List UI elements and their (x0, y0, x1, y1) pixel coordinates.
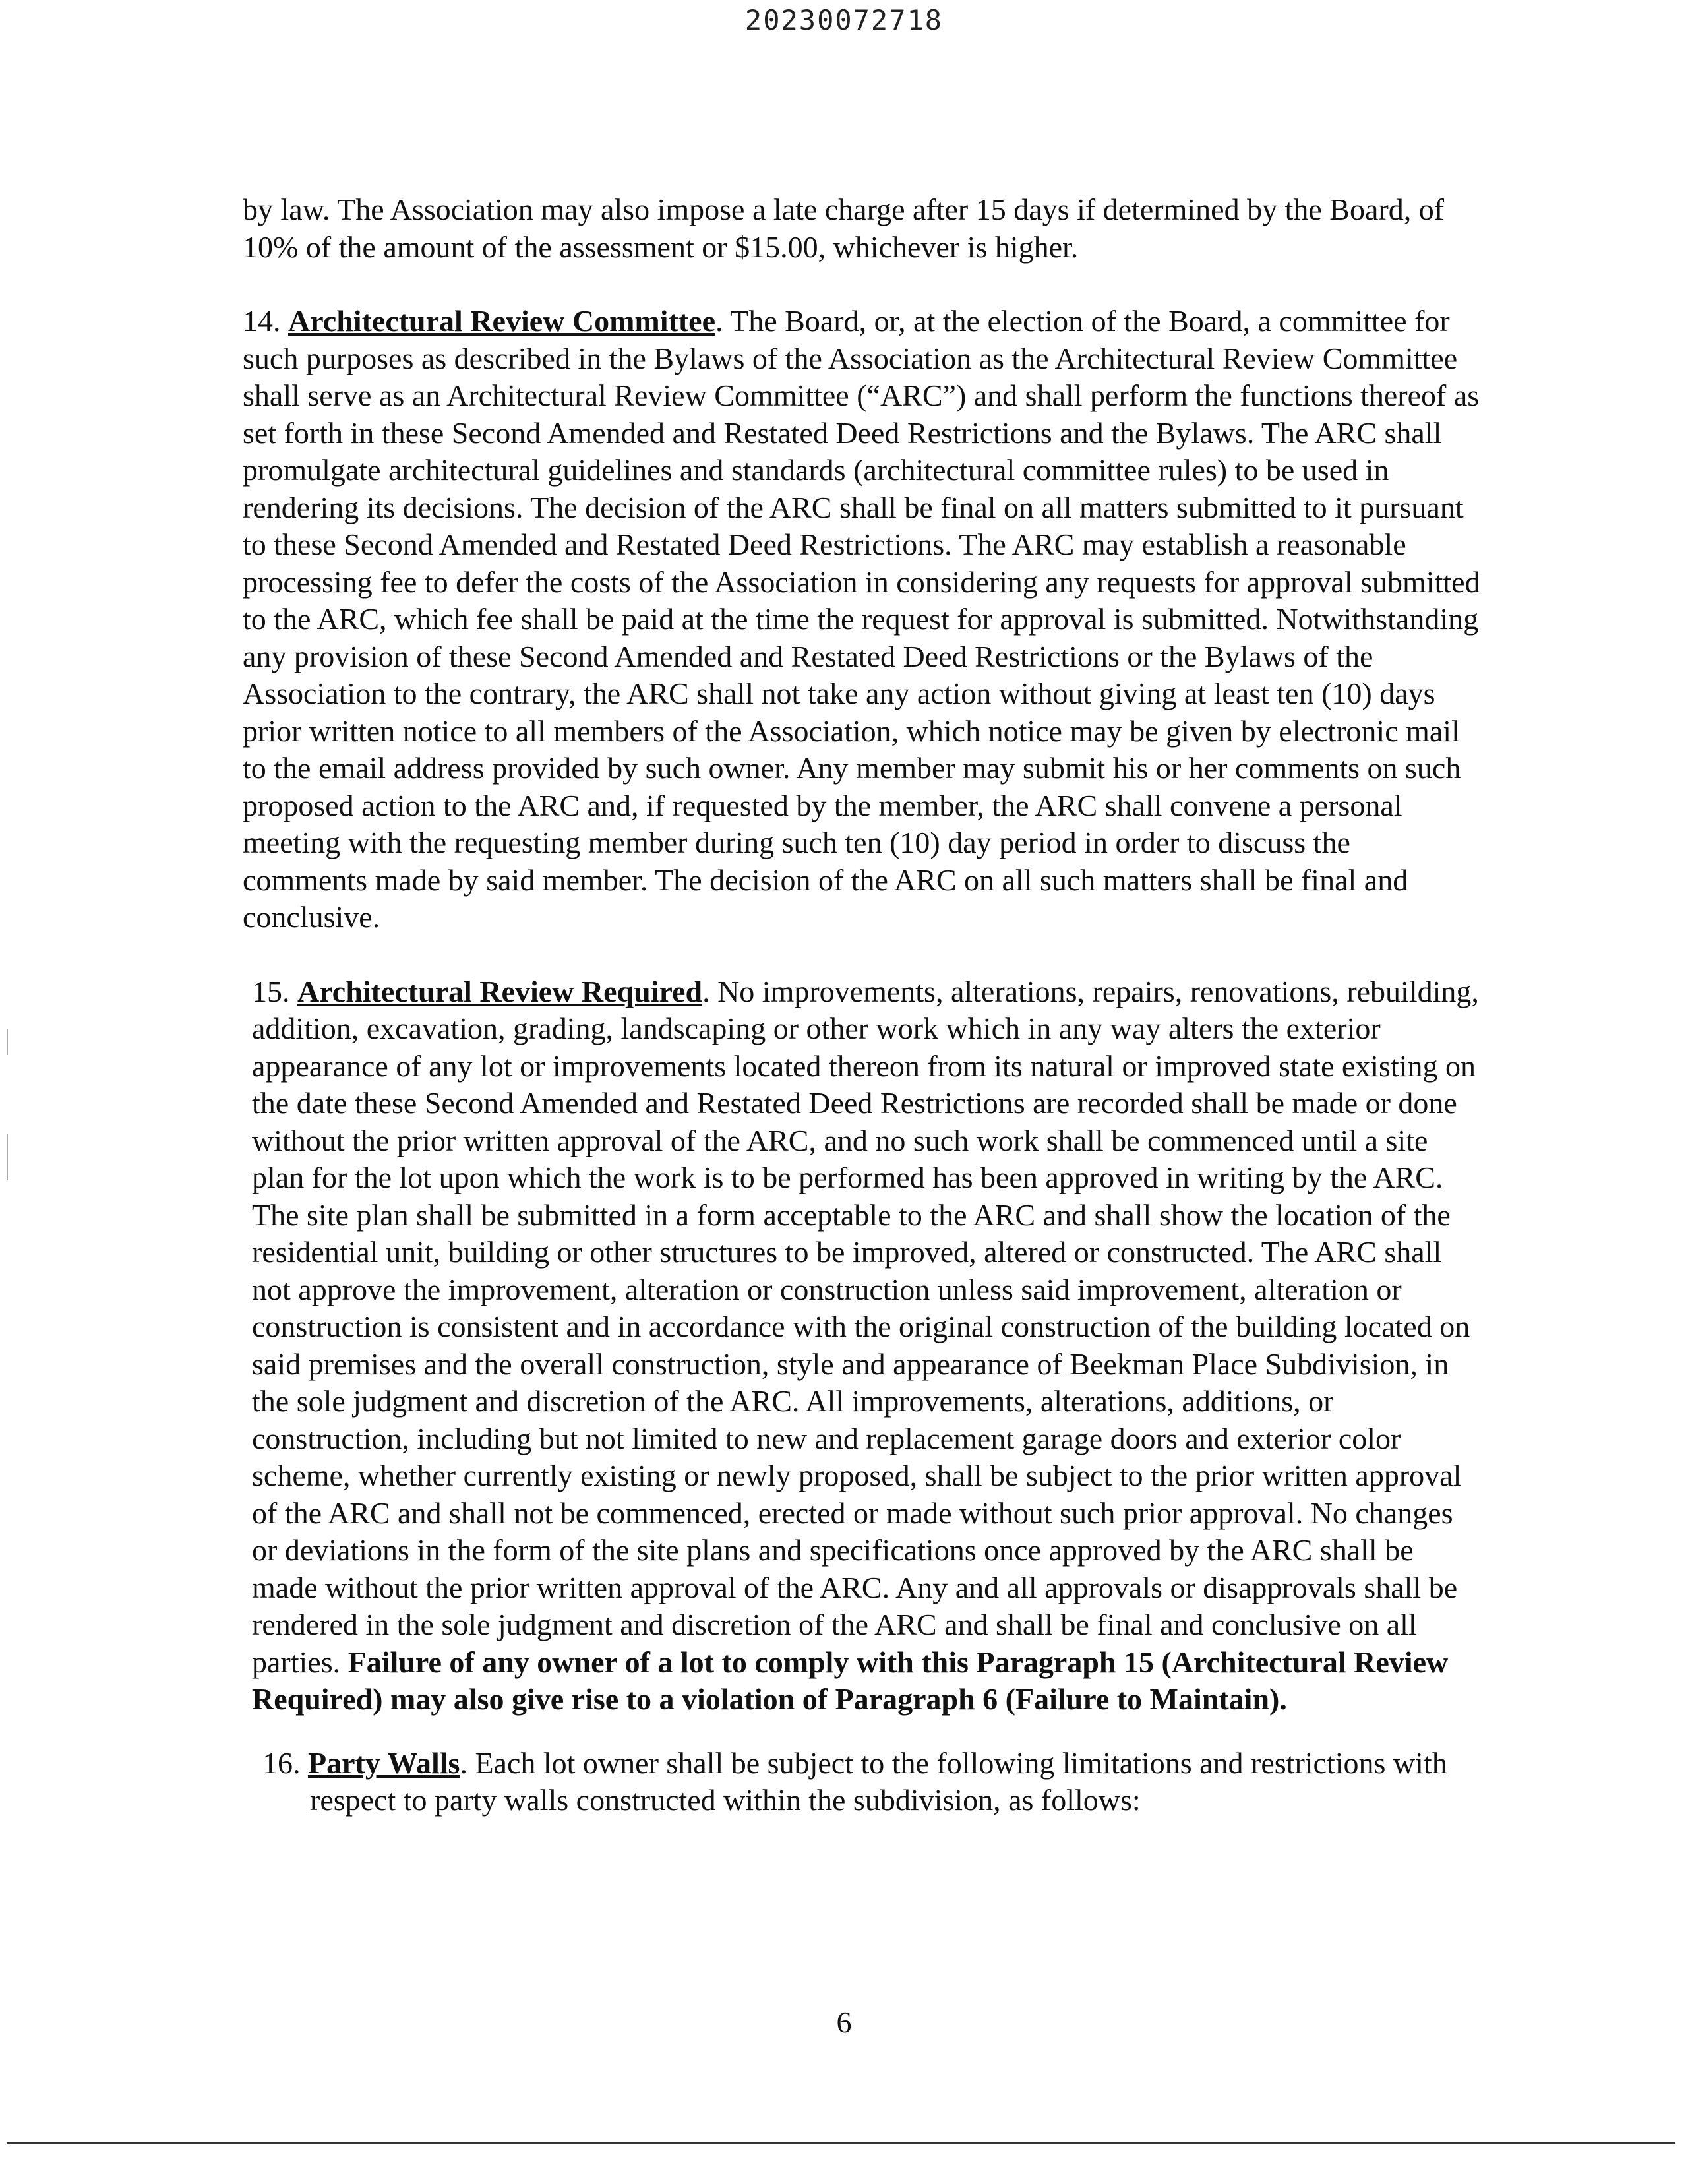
document-body (243, 191, 1482, 1819)
section-14-heading: Architectural Review Committee (288, 304, 715, 338)
page-number: 6 (836, 2005, 852, 2039)
section-15-bold-text: Failure of any owner of a lot to comply with this Paragraph 15 (Architectural Review Required) may also give rise to a violation of Paragraph 6 (Failure to Maintain). (252, 1645, 1449, 1716)
bottom-rule (7, 2142, 1675, 2144)
section-14-text: . The Board, or, at the election of the Board, a committee for such purposes as described in the Bylaws of the Association as the Architectural Review Committee shall serve as an Architectural Review Committee (“ARC”) and shall perform the functions thereof as set forth in these Second Amended and Restated Deed Restrictions and the Bylaws. The ARC shall promulgate architectural guidelines and standards (architectural committee rules) to be used in rendering its decisions. The decision of the ARC shall be final on all matters submitted to it pursuant to these Second Amended and Restated Deed Restrictions. The ARC may establish a reasonable processing fee to defer the costs of the Association in considering any requests for approval submitted to the ARC, which fee shall be paid at the time the request for approval is submitted. Notwithstanding any provision of these Second Amended and Restated Deed Restrictions or the Bylaws of the Association to the contrary, the ARC shall not take any action without giving at least ten (10) days prior written notice to all members of the Association, which notice may be given by electronic mail to the email address provided by such owner. Any member may submit his or her comments on such proposed action to the ARC and, if requested by the member, the ARC shall convene a personal meeting with the requesting member during such ten (10) day period in order to discuss the comments made by said member. The decision of the ARC on all such matters shall be final and conclusive. (243, 304, 1480, 934)
section-16-text: . Each lot owner shall be subject to the following limitations and restrictions with respect to party walls constructed within the subdivision, as follows: (310, 1745, 1447, 1817)
section-15-heading: Architectural Review Required (297, 974, 703, 1008)
section-16-heading: Party Walls (308, 1745, 460, 1780)
section-15-text: . No improvements, alterations, repairs, renovations, rebuilding, addition, excavation, grading, landscaping or other work which in any way alters the exterior appearance of any lot or improvements located thereon from its natural or improved state existing on the date these Second Amended and Restated Deed Restrictions are recorded shall be made or done without the prior written approval of the ARC, and no such work shall be commenced until a site plan for the lot upon which the work is to be performed has been approved in writing by the ARC. The site plan shall be submitted in a form acceptable to the ARC and shall show the location of the residential unit, building or other structures to be improved, altered or constructed. The ARC shall not approve the improvement, alteration or construction unless said improvement, alteration or construction is consistent and in accordance with the original construction of the building located on said premises and the overall construction, style and appearance of Beekman Place Subdivision, in the sole judgment and discretion of the ARC. All improvements, alterations, additions, or construction, including but not limited to new and replacement garage doors and exterior color scheme, whether currently existing or newly proposed, shall be subject to the prior written approval of the ARC and shall not be commenced, erected or made without such prior approval. No changes or deviations in the form of the site plans and specifications once approved by the ARC shall be made without the prior written approval of the ARC. Any and all approvals or disapprovals shall be rendered in the sole judgment and discretion of the ARC and shall be final and conclusive on all parties. (252, 974, 1479, 1679)
scan-margin-mark (7, 1029, 8, 1055)
section-15-paragraph (252, 973, 1482, 1718)
section-14-paragraph (243, 303, 1482, 936)
document-number: 20230072718 (744, 4, 944, 36)
scan-margin-mark (7, 1134, 8, 1180)
section-16-paragraph (262, 1745, 1482, 1819)
section-14-number: 14. (243, 304, 281, 338)
intro-paragraph: by law. The Association may also impose a late charge after 15 days if determined by the Board, of 10% of the amount of the assessment or $15.00, whichever is higher. (243, 193, 1445, 264)
section-15-number: 15. (252, 974, 290, 1008)
section-16-number: 16. (262, 1745, 301, 1780)
